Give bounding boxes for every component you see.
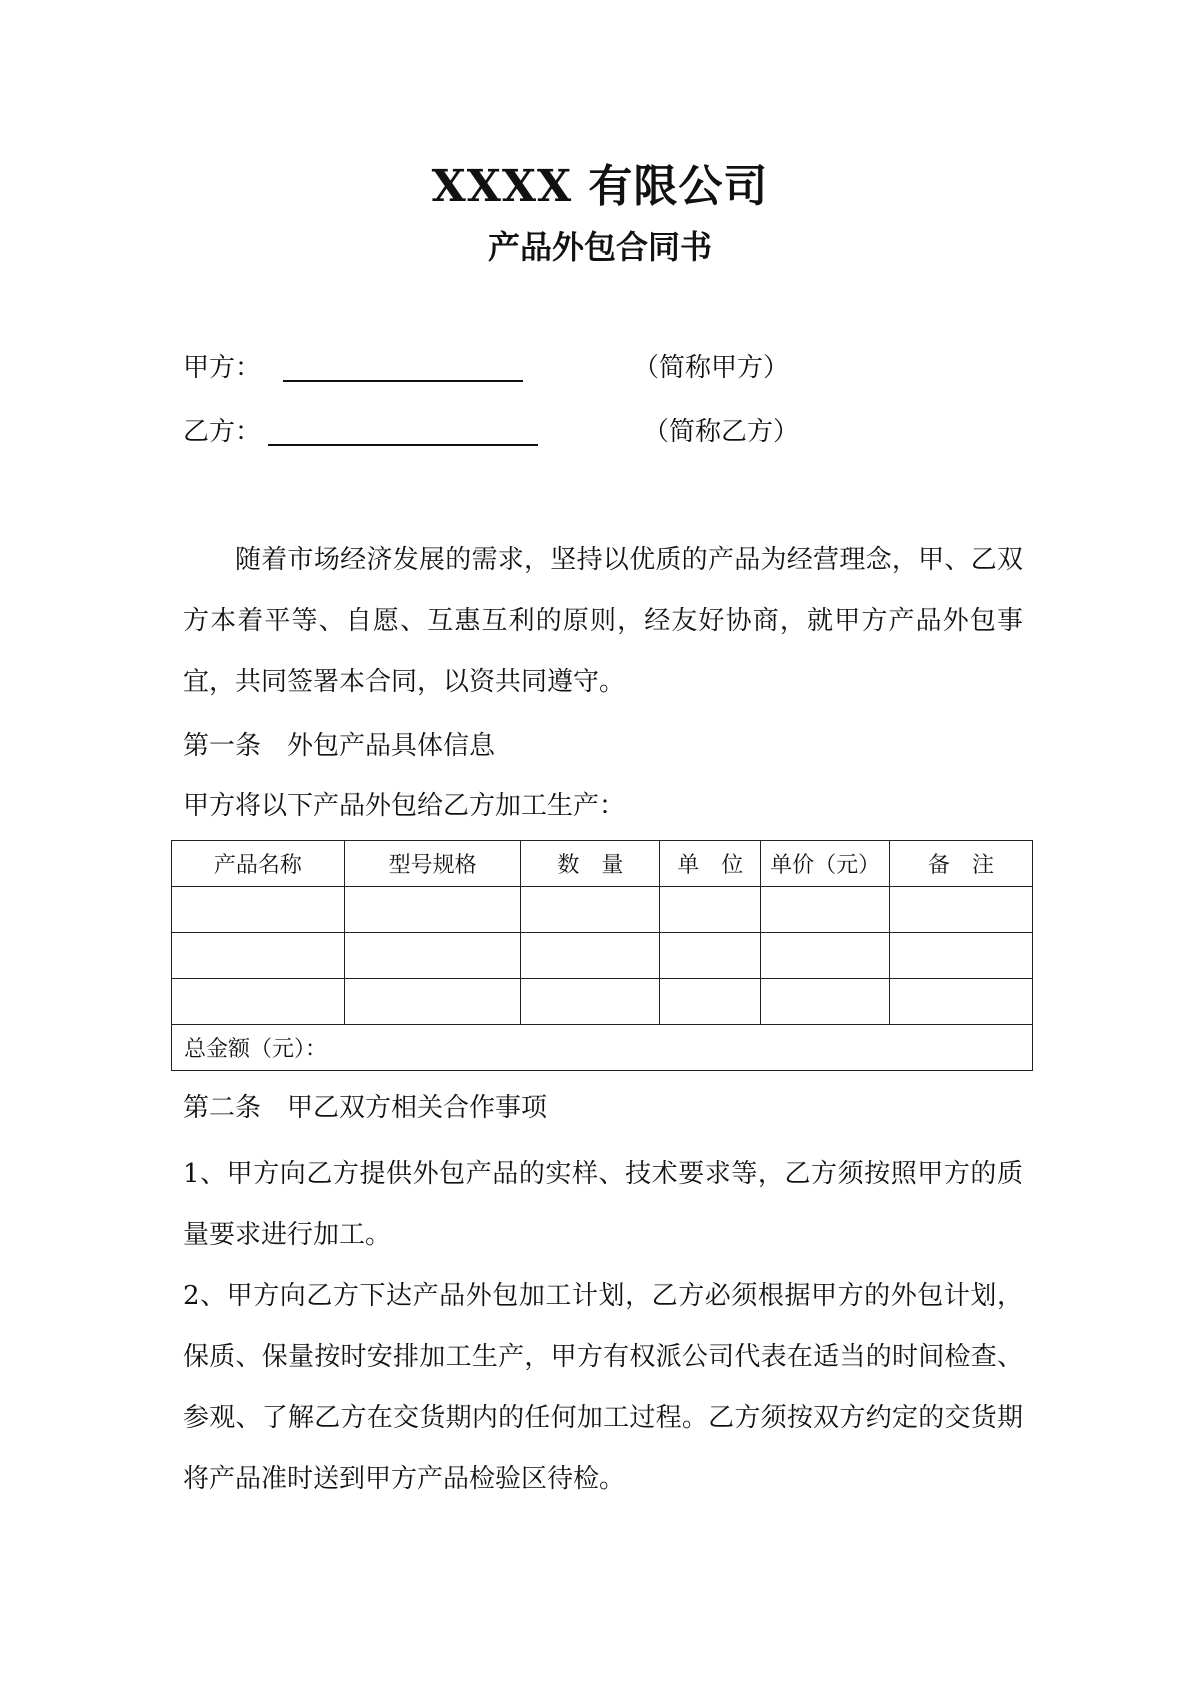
total-amount-cell[interactable]: 总金额（元）： <box>172 1025 1033 1071</box>
table-cell[interactable] <box>172 933 345 979</box>
header-unit: 单 位 <box>660 841 761 887</box>
table-cell[interactable] <box>890 979 1033 1025</box>
table-cell[interactable] <box>761 933 890 979</box>
party-b-label: 乙方： <box>183 417 262 447</box>
article1-heading: 第一条 外包产品具体信息 <box>183 731 496 761</box>
table-total-row <box>172 1025 1033 1071</box>
contract-subtitle: 产品外包合同书 <box>487 228 712 266</box>
table-cell[interactable] <box>660 887 761 933</box>
header-quantity: 数 量 <box>521 841 660 887</box>
header-model-spec: 型号规格 <box>344 841 521 887</box>
table-cell[interactable] <box>660 933 761 979</box>
header-remarks: 备 注 <box>890 841 1033 887</box>
party-b-row <box>183 414 1023 454</box>
header-product-name: 产品名称 <box>172 841 345 887</box>
party-a-note: （简称甲方） <box>633 353 790 383</box>
table-row <box>172 933 1033 979</box>
table-cell[interactable] <box>890 887 1033 933</box>
article2-heading: 第二条 甲乙双方相关合作事项 <box>183 1093 548 1123</box>
table-cell[interactable] <box>890 933 1033 979</box>
product-table <box>171 840 1033 1071</box>
table-header-row <box>172 841 1033 887</box>
table-cell[interactable] <box>660 979 761 1025</box>
company-title: XXXX 有限公司 <box>431 161 769 212</box>
party-b-note: （简称乙方） <box>643 417 800 447</box>
table-cell[interactable] <box>172 979 345 1025</box>
table-cell[interactable] <box>344 887 521 933</box>
table-cell[interactable] <box>761 887 890 933</box>
table-row <box>172 887 1033 933</box>
table-cell[interactable] <box>172 887 345 933</box>
table-cell[interactable] <box>521 887 660 933</box>
party-a-label: 甲方： <box>183 353 262 383</box>
table-cell[interactable] <box>521 979 660 1025</box>
table-cell[interactable] <box>344 979 521 1025</box>
header-unit-price: 单价（元） <box>761 841 890 887</box>
party-b-blank[interactable] <box>268 444 538 446</box>
intro-paragraph: 随着市场经济发展的需求，坚持以优质的产品为经营理念，甲、乙双方本着平等、自愿、互惠互利的原则，经友好协商，就甲方产品外包事宜，共同签署本合同，以资共同遵守。 <box>183 545 1023 697</box>
article1-lead: 甲方将以下产品外包给乙方加工生产： <box>183 791 626 821</box>
table-row <box>172 979 1033 1025</box>
article2-item1: 1、甲方向乙方提供外包产品的实样、技术要求等，乙方须按照甲方的质量要求进行加工。 <box>183 1159 1023 1250</box>
table-cell[interactable] <box>344 933 521 979</box>
table-cell[interactable] <box>521 933 660 979</box>
table-cell[interactable] <box>761 979 890 1025</box>
party-a-row <box>183 350 1023 390</box>
article2-item2: 2、甲方向乙方下达产品外包加工计划，乙方必须根据甲方的外包计划，保质、保量按时安排加工生产，甲方有权派公司代表在适当的时间检查、参观、了解乙方在交货期内的任何加工过程。乙方须按双方约定的交货期将产品准时送到甲方产品检验区待检。 <box>183 1281 1023 1494</box>
party-a-blank[interactable] <box>283 380 523 382</box>
